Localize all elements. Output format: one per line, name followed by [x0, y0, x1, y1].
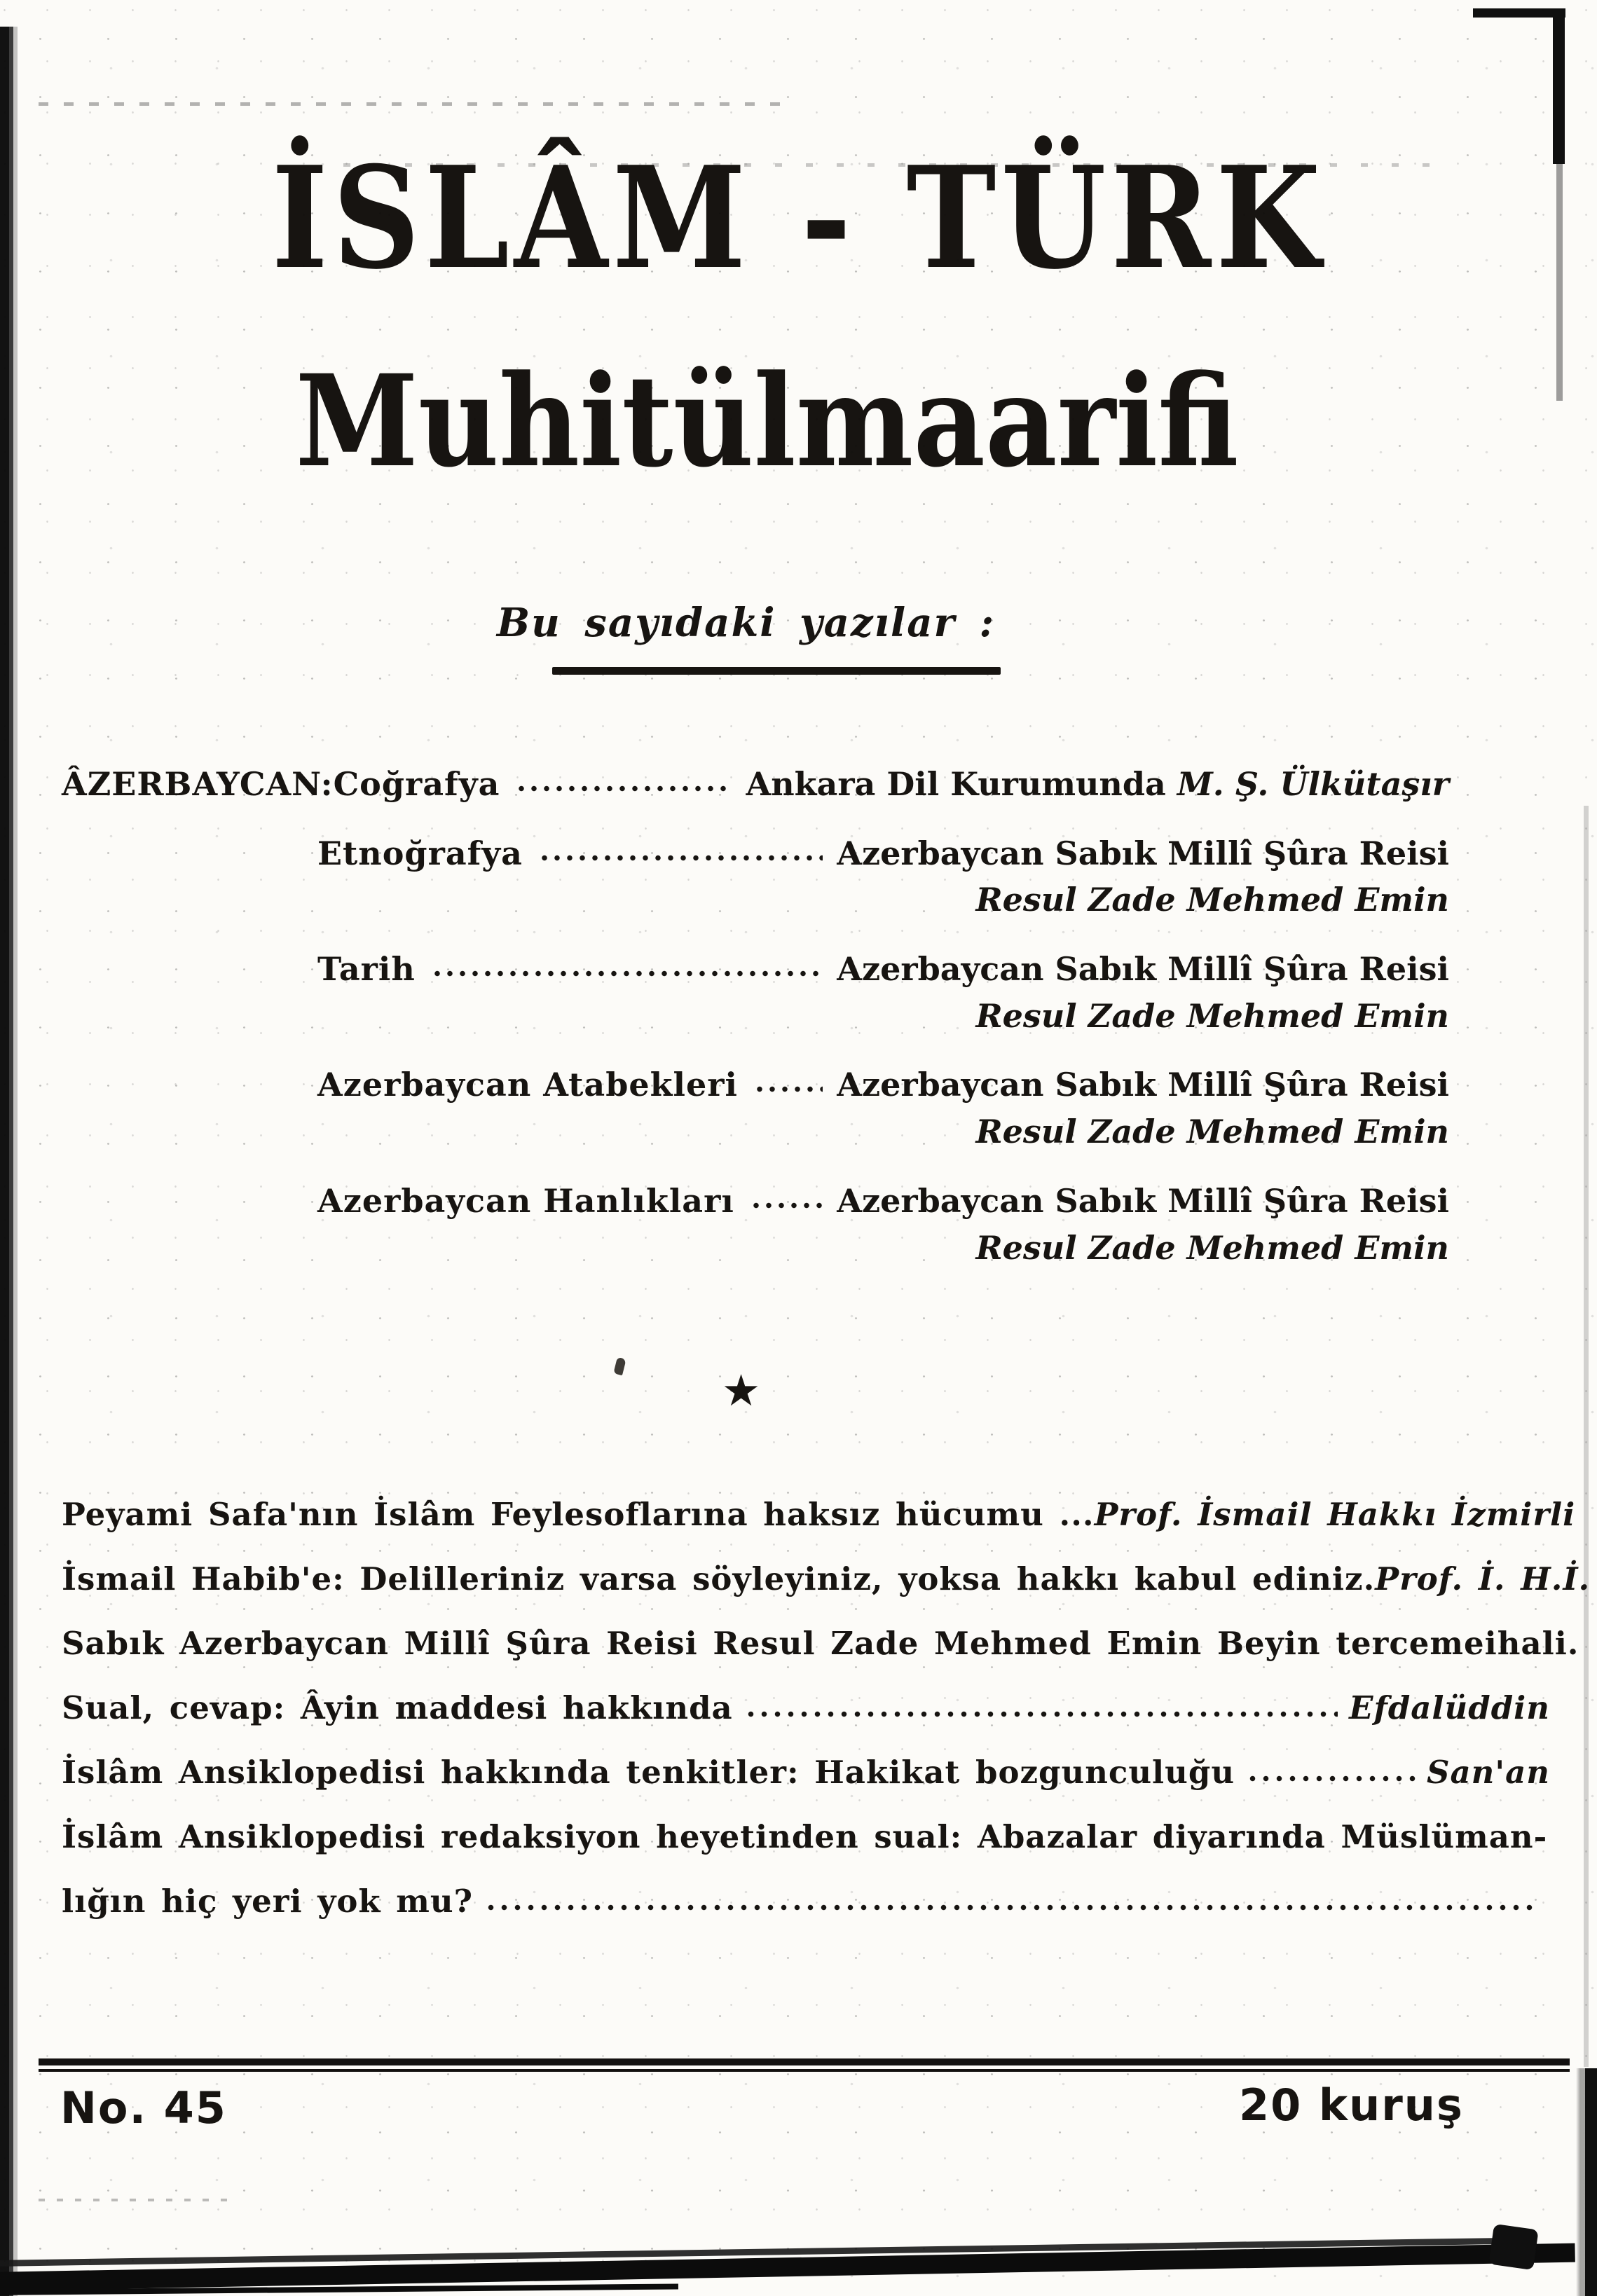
- toc-author: [837, 1061, 1449, 1155]
- toc-author-line1: [837, 830, 1449, 877]
- toc-author-plain: Azerbaycan Sabık Millî Şûra Reisi: [837, 950, 1449, 989]
- article-text: İslâm Ansiklopedisi redaksiyon heyetinden sual: Abazalar diyarında Müslüman-: [62, 1818, 1548, 1855]
- scan-dashed-line: [39, 102, 781, 106]
- toc-title: Tarih: [317, 950, 416, 989]
- article-text: lığın hiç yeri yok mu?: [62, 1883, 473, 1920]
- footer-divider-thick: [39, 2058, 1570, 2065]
- toc-title: Azerbaycan Hanlıkları: [317, 1181, 734, 1220]
- toc-author: [837, 830, 1449, 923]
- article-leader-dots: [1246, 1773, 1416, 1783]
- article-row: [62, 1496, 1576, 1533]
- scan-corner-mark: [1473, 8, 1565, 18]
- toc-leader-dots: [538, 830, 823, 867]
- toc-leader-dots: [750, 1178, 823, 1214]
- toc-row: [62, 1178, 1449, 1271]
- article-text: Sabık Azerbaycan Millî Şûra Reisi Resul Zade Mehmed Emin Beyin tercemeihali.: [62, 1625, 1579, 1662]
- toc-category: ÂZERBAYCAN:: [62, 765, 334, 803]
- toc-author-plain: Azerbaycan Sabık Millî Şûra Reisi: [837, 1181, 1449, 1220]
- scan-edge-right: [1584, 806, 1589, 2067]
- toc-row: [62, 946, 1449, 1039]
- article-text: Peyami Safa'nın İslâm Feylesoflarına haksız hücumu ...: [62, 1496, 1095, 1533]
- toc-title: Coğrafya: [333, 765, 500, 803]
- toc-author-plain: Azerbaycan Sabık Millî Şûra Reisi: [837, 1066, 1449, 1104]
- toc-author-line2: Resul Zade Mehmed Emin: [975, 1228, 1449, 1267]
- article-row: [62, 1754, 1550, 1791]
- toc-author-plain: Ankara Dil Kurumunda: [746, 765, 1177, 803]
- toc-leader-dots: [515, 761, 732, 797]
- article-author: San'an: [1426, 1754, 1550, 1791]
- magazine-title: İSLÂM - TÜRK: [271, 136, 1326, 301]
- article-author: Prof. İ. H.İ.: [1375, 1560, 1591, 1597]
- article-leader-dots: [744, 1709, 1338, 1719]
- toc-author-line2: Resul Zade Mehmed Emin: [975, 1113, 1449, 1151]
- toc-author: [837, 946, 1449, 1039]
- toc-row: [62, 761, 1449, 808]
- scan-edge-left: [0, 27, 21, 2296]
- scan-dashed-line: [39, 2199, 228, 2201]
- article-text: İslâm Ansiklopedisi hakkında tenkitler: Hakikat bozgunculuğu: [62, 1754, 1235, 1791]
- toc-author: [746, 761, 1450, 808]
- toc-author: [837, 1178, 1449, 1271]
- footer-divider: [39, 2058, 1570, 2072]
- article-author: Prof. İsmail Hakkı İzmirli: [1094, 1496, 1576, 1533]
- toc-leader-dots: [753, 1061, 823, 1098]
- star-divider-icon: ★: [721, 1365, 761, 1416]
- article-row: [62, 1560, 1591, 1597]
- toc-rows: [62, 761, 1449, 1293]
- article-text: Sual, cevap: Âyin maddesi hakkında: [62, 1689, 733, 1726]
- toc-author-line1: [837, 1178, 1449, 1225]
- magazine-subtitle: Muhitülmaarifi: [295, 348, 1239, 495]
- scan-edge-right: [1575, 2068, 1597, 2296]
- toc-leader-dots: [431, 946, 823, 982]
- toc-title: Etnoğrafya: [317, 834, 523, 872]
- toc-row: [62, 830, 1449, 923]
- article-text: İsmail Habib'e: Delilleriniz varsa söyleyiniz, yoksa hakkı kabul ediniz.: [62, 1560, 1376, 1597]
- price-label: 20 kuruş: [1239, 2080, 1464, 2131]
- article-row: [62, 1819, 1550, 1855]
- toc-title: Azerbaycan Atabekleri: [317, 1066, 738, 1104]
- toc-author-line1: [837, 1061, 1449, 1108]
- toc-row: [62, 1061, 1449, 1155]
- article-row: [62, 1883, 1550, 1920]
- heading-underline: [552, 667, 1001, 675]
- toc-author-name: M. Ş. Ülkütaşır: [1177, 765, 1449, 803]
- article-row: [62, 1690, 1550, 1726]
- toc-author-line1: [746, 761, 1450, 808]
- scan-ink-blob: [1488, 2224, 1538, 2270]
- issue-number: No. 45: [60, 2082, 227, 2133]
- contents-heading: Bu sayıdaki yazılar :: [496, 600, 996, 646]
- toc-author-line1: [837, 946, 1449, 993]
- scan-corner-mark: [1553, 8, 1565, 164]
- article-list: [62, 1496, 1591, 1948]
- footer-divider-thin: [39, 2069, 1570, 2072]
- article-row: [62, 1625, 1579, 1662]
- toc-author-line2: Resul Zade Mehmed Emin: [975, 996, 1449, 1035]
- toc-author-plain: Azerbaycan Sabık Millî Şûra Reisi: [837, 834, 1449, 872]
- toc-author-line2: Resul Zade Mehmed Emin: [975, 881, 1449, 919]
- scan-corner-mark: [1556, 163, 1563, 401]
- article-leader-dots: [484, 1902, 1539, 1912]
- article-author: Efdalüddin: [1349, 1689, 1550, 1726]
